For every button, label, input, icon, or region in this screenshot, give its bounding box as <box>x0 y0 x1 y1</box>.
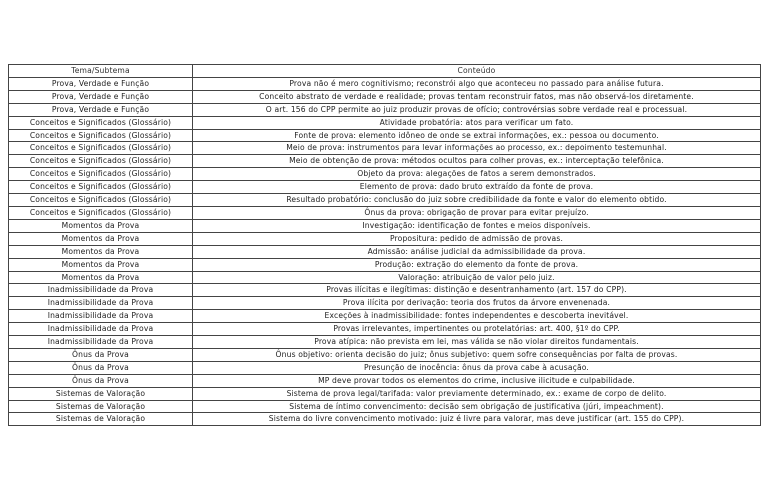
cell-conteudo: Prova ilícita por derivação: teoria dos frutos da árvore envenenada. <box>193 297 761 310</box>
header-tema-subtema: Tema/Subtema <box>9 65 193 78</box>
table-row <box>9 297 761 310</box>
cell-tema-subtema: Conceitos e Significados (Glossário) <box>9 116 193 129</box>
cell-conteudo: Provas ilícitas e ilegítimas: distinção e desentranhamento (art. 157 do CPP). <box>193 284 761 297</box>
table-row <box>9 374 761 387</box>
cell-conteudo: Fonte de prova: elemento idôneo de onde se extrai informações, ex.: pessoa ou documento. <box>193 129 761 142</box>
cell-tema-subtema: Sistemas de Valoração <box>9 387 193 400</box>
table-row <box>9 103 761 116</box>
cell-conteudo: Sistema de íntimo convencimento: decisão sem obrigação de justificativa (júri, impeachment). <box>193 400 761 413</box>
cell-tema-subtema: Inadmissibilidade da Prova <box>9 336 193 349</box>
cell-conteudo: Propositura: pedido de admissão de provas. <box>193 232 761 245</box>
cell-conteudo: Atividade probatória: atos para verificar um fato. <box>193 116 761 129</box>
table-row <box>9 361 761 374</box>
table-row <box>9 206 761 219</box>
table-row <box>9 116 761 129</box>
cell-conteudo: Prova não é mero cognitivismo; reconstrói algo que aconteceu no passado para análise futura. <box>193 77 761 90</box>
cell-conteudo: Elemento de prova: dado bruto extraído da fonte de prova. <box>193 181 761 194</box>
cell-tema-subtema: Ônus da Prova <box>9 361 193 374</box>
cell-tema-subtema: Prova, Verdade e Função <box>9 90 193 103</box>
table-row <box>9 194 761 207</box>
table-body <box>9 77 761 425</box>
table-row <box>9 245 761 258</box>
cell-conteudo: Provas irrelevantes, impertinentes ou protelatórias: art. 400, §1º do CPP. <box>193 323 761 336</box>
table-row <box>9 387 761 400</box>
cell-conteudo: Investigação: identificação de fontes e meios disponíveis. <box>193 219 761 232</box>
table-header-row <box>9 65 761 78</box>
cell-tema-subtema: Momentos da Prova <box>9 232 193 245</box>
table-row <box>9 400 761 413</box>
cell-tema-subtema: Inadmissibilidade da Prova <box>9 310 193 323</box>
table-row <box>9 90 761 103</box>
cell-tema-subtema: Inadmissibilidade da Prova <box>9 297 193 310</box>
table-row <box>9 142 761 155</box>
cell-conteudo: Objeto da prova: alegações de fatos a serem demonstrados. <box>193 168 761 181</box>
table-row <box>9 413 761 426</box>
cell-tema-subtema: Ônus da Prova <box>9 374 193 387</box>
cell-conteudo: Produção: extração do elemento da fonte de prova. <box>193 258 761 271</box>
cell-conteudo: Admissão: análise judicial da admissibilidade da prova. <box>193 245 761 258</box>
cell-conteudo: Sistema do livre convencimento motivado: juiz é livre para valorar, mas deve justificar (art. 155 do CPP). <box>193 413 761 426</box>
cell-conteudo: Prova atípica: não prevista em lei, mas válida se não violar direitos fundamentais. <box>193 336 761 349</box>
cell-tema-subtema: Conceitos e Significados (Glossário) <box>9 129 193 142</box>
cell-tema-subtema: Momentos da Prova <box>9 258 193 271</box>
cell-tema-subtema: Prova, Verdade e Função <box>9 77 193 90</box>
cell-tema-subtema: Sistemas de Valoração <box>9 413 193 426</box>
cell-tema-subtema: Conceitos e Significados (Glossário) <box>9 181 193 194</box>
cell-tema-subtema: Conceitos e Significados (Glossário) <box>9 168 193 181</box>
cell-conteudo: Ônus da prova: obrigação de provar para evitar prejuízo. <box>193 206 761 219</box>
cell-tema-subtema: Conceitos e Significados (Glossário) <box>9 142 193 155</box>
cell-conteudo: Resultado probatório: conclusão do juiz sobre credibilidade da fonte e valor do elemento obtido. <box>193 194 761 207</box>
table-row <box>9 77 761 90</box>
cell-conteudo: Sistema de prova legal/tarifada: valor previamente determinado, ex.: exame de corpo de delito. <box>193 387 761 400</box>
cell-conteudo: MP deve provar todos os elementos do crime, inclusive ilicitude e culpabilidade. <box>193 374 761 387</box>
table-row <box>9 155 761 168</box>
table-row <box>9 336 761 349</box>
cell-tema-subtema: Prova, Verdade e Função <box>9 103 193 116</box>
cell-tema-subtema: Conceitos e Significados (Glossário) <box>9 206 193 219</box>
cell-conteudo: Ônus objetivo: orienta decisão do juiz; ônus subjetivo: quem sofre consequências por falta de provas. <box>193 348 761 361</box>
table-row <box>9 232 761 245</box>
table-row <box>9 258 761 271</box>
table-row <box>9 219 761 232</box>
cell-tema-subtema: Conceitos e Significados (Glossário) <box>9 155 193 168</box>
cell-tema-subtema: Momentos da Prova <box>9 245 193 258</box>
table-row <box>9 310 761 323</box>
cell-conteudo: O art. 156 do CPP permite ao juiz produzir provas de ofício; controvérsias sobre verdade real e processual. <box>193 103 761 116</box>
content-table <box>8 64 761 426</box>
cell-tema-subtema: Momentos da Prova <box>9 219 193 232</box>
cell-tema-subtema: Momentos da Prova <box>9 271 193 284</box>
content-table-container <box>8 64 760 426</box>
cell-conteudo: Presunção de inocência: ônus da prova cabe à acusação. <box>193 361 761 374</box>
table-row <box>9 181 761 194</box>
cell-tema-subtema: Inadmissibilidade da Prova <box>9 284 193 297</box>
table-row <box>9 168 761 181</box>
header-conteudo: Conteúdo <box>193 65 761 78</box>
cell-tema-subtema: Inadmissibilidade da Prova <box>9 323 193 336</box>
table-row <box>9 271 761 284</box>
cell-conteudo: Exceções à inadmissibilidade: fontes independentes e descoberta inevitável. <box>193 310 761 323</box>
cell-conteudo: Conceito abstrato de verdade e realidade; provas tentam reconstruir fatos, mas não observá-los diretamente. <box>193 90 761 103</box>
table-row <box>9 284 761 297</box>
table-row <box>9 323 761 336</box>
cell-tema-subtema: Ônus da Prova <box>9 348 193 361</box>
cell-tema-subtema: Conceitos e Significados (Glossário) <box>9 194 193 207</box>
cell-tema-subtema: Sistemas de Valoração <box>9 400 193 413</box>
table-row <box>9 129 761 142</box>
cell-conteudo: Meio de prova: instrumentos para levar informações ao processo, ex.: depoimento testemunhal. <box>193 142 761 155</box>
cell-conteudo: Meio de obtenção de prova: métodos ocultos para colher provas, ex.: interceptação telefônica. <box>193 155 761 168</box>
table-row <box>9 348 761 361</box>
cell-conteudo: Valoração: atribuição de valor pelo juiz. <box>193 271 761 284</box>
